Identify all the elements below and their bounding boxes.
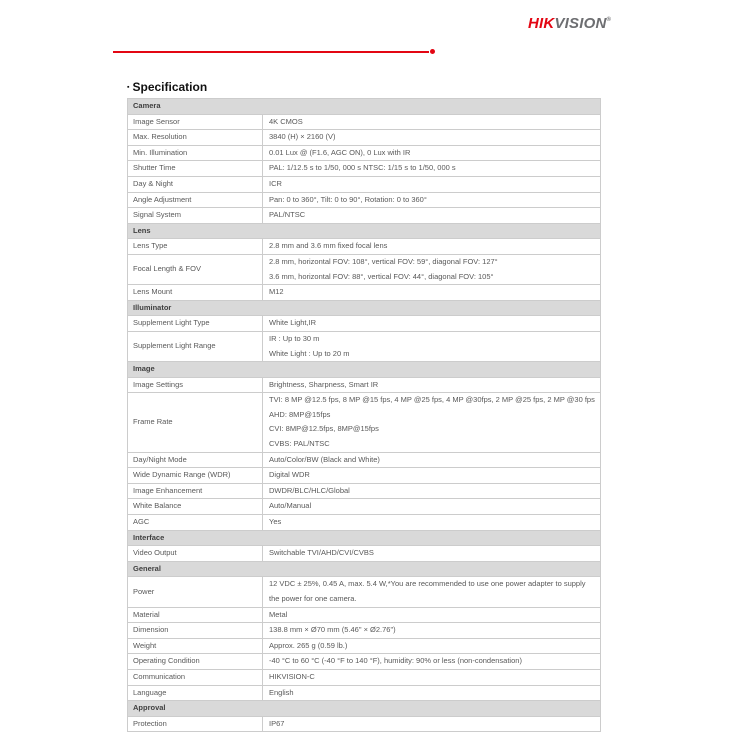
spec-row: [128, 331, 601, 361]
spec-row: [128, 669, 601, 685]
spec-value-line: 3840 (H) × 2160 (V): [269, 132, 336, 142]
spec-value-line: -40 °C to 60 °C (-40 °F to 140 °F), humidity: 90% or less (non-condensation): [269, 656, 522, 666]
spec-label: Dimension: [128, 623, 263, 639]
spec-value-line: Auto/Manual: [269, 501, 312, 511]
spec-row: [128, 685, 601, 701]
spec-label: Supplement Light Range: [128, 331, 263, 361]
spec-value: [263, 331, 601, 361]
spec-sheet-content: [127, 80, 600, 732]
spec-label: Video Output: [128, 546, 263, 562]
spec-label: Language: [128, 685, 263, 701]
spec-value-line: IP67: [269, 718, 285, 728]
spec-value-line: 0.01 Lux @ (F1.6, AGC ON), 0 Lux with IR: [269, 147, 411, 157]
spec-row: [128, 377, 601, 393]
spec-row: [128, 638, 601, 654]
spec-value: [263, 623, 601, 639]
spec-row: [128, 208, 601, 224]
section-header-general: [128, 561, 601, 577]
spec-row: [128, 577, 601, 607]
spec-value: [263, 577, 601, 607]
spec-row: [128, 161, 601, 177]
spec-label: Wide Dynamic Range (WDR): [128, 468, 263, 484]
section-title: General: [128, 561, 601, 577]
spec-value: [263, 669, 601, 685]
hikvision-logo: [528, 15, 611, 32]
spec-value-line: AHD: 8MP@15fps: [269, 409, 331, 419]
spec-value: [263, 114, 601, 130]
spec-row: [128, 483, 601, 499]
spec-value: [263, 130, 601, 146]
spec-value: [263, 285, 601, 301]
page-title: [127, 80, 600, 95]
specification-table: [127, 98, 601, 732]
spec-label: Frame Rate: [128, 393, 263, 452]
spec-label: Signal System: [128, 208, 263, 224]
spec-row: [128, 546, 601, 562]
spec-label: Lens Mount: [128, 285, 263, 301]
section-title: Interface: [128, 530, 601, 546]
registered-mark: ®: [606, 17, 612, 23]
section-title: Approval: [128, 701, 601, 717]
spec-label: Image Sensor: [128, 114, 263, 130]
spec-value: [263, 452, 601, 468]
spec-value-line: 2.8 mm and 3.6 mm fixed focal lens: [269, 241, 388, 251]
spec-row: [128, 623, 601, 639]
spec-value: [263, 483, 601, 499]
spec-label: Lens Type: [128, 239, 263, 255]
spec-row: [128, 285, 601, 301]
spec-row: [128, 468, 601, 484]
spec-row: [128, 130, 601, 146]
spec-row: [128, 607, 601, 623]
spec-label: Min. Illumination: [128, 145, 263, 161]
spec-value: [263, 176, 601, 192]
spec-value-line: Yes: [269, 517, 282, 527]
section-header-image: [128, 362, 601, 378]
spec-value: [263, 499, 601, 515]
spec-value: [263, 716, 601, 732]
spec-value-line: Digital WDR: [269, 470, 310, 480]
spec-row: [128, 515, 601, 531]
spec-label: AGC: [128, 515, 263, 531]
spec-row: [128, 452, 601, 468]
spec-row: [128, 192, 601, 208]
spec-value-line: 2.8 mm, horizontal FOV: 108°, vertical FOV: 59°, diagonal FOV: 127°: [269, 256, 498, 266]
spec-value: [263, 208, 601, 224]
spec-value-line: IR : Up to 30 m: [269, 333, 320, 343]
spec-label: White Balance: [128, 499, 263, 515]
section-title: Image: [128, 362, 601, 378]
spec-label: Shutter Time: [128, 161, 263, 177]
spec-label: Power: [128, 577, 263, 607]
spec-value-line: CVI: 8MP@12.5fps, 8MP@15fps: [269, 424, 379, 434]
spec-label: Image Enhancement: [128, 483, 263, 499]
spec-value: [263, 685, 601, 701]
spec-value-line: M12: [269, 287, 284, 297]
spec-label: Angle Adjustment: [128, 192, 263, 208]
spec-value-line: 138.8 mm × Ø70 mm (5.46" × Ø2.76"): [269, 625, 396, 635]
spec-label: Operating Condition: [128, 654, 263, 670]
spec-value-line: CVBS: PAL/NTSC: [269, 439, 330, 449]
spec-value-line: ICR: [269, 178, 282, 188]
spec-value: [263, 254, 601, 284]
spec-value-line: 4K CMOS: [269, 116, 303, 126]
spec-value-line: PAL: 1/12.5 s to 1/50, 000 s NTSC: 1/15 s to 1/50, 000 s: [269, 163, 456, 173]
section-title: Camera: [128, 99, 601, 115]
spec-value-line: English: [269, 687, 294, 697]
spec-value: [263, 316, 601, 332]
spec-value-line: White Light : Up to 20 m: [269, 348, 350, 358]
spec-value: [263, 393, 601, 452]
spec-value-line: PAL/NTSC: [269, 210, 306, 220]
logo-text-vision: VISION: [554, 15, 607, 32]
spec-row: [128, 499, 601, 515]
spec-value: [263, 145, 601, 161]
spec-value: [263, 192, 601, 208]
spec-value-line: Pan: 0 to 360°, Tilt: 0 to 90°, Rotation: 0 to 360°: [269, 194, 427, 204]
section-title: Illuminator: [128, 300, 601, 316]
red-divider-dot: [430, 49, 435, 54]
spec-value-line: White Light,IR: [269, 318, 317, 328]
spec-row: [128, 316, 601, 332]
spec-value: [263, 515, 601, 531]
spec-row: [128, 239, 601, 255]
spec-value-line: 3.6 mm, horizontal FOV: 88°, vertical FOV: 44°, diagonal FOV: 105°: [269, 271, 494, 281]
spec-value: [263, 239, 601, 255]
page-title-text: Specification: [132, 80, 208, 94]
spec-value: [263, 468, 601, 484]
spec-value: [263, 654, 601, 670]
spec-value: [263, 607, 601, 623]
spec-value-line: Brightness, Sharpness, Smart IR: [269, 379, 379, 389]
spec-label: Focal Length & FOV: [128, 254, 263, 284]
section-header-camera: [128, 99, 601, 115]
spec-label: Protection: [128, 716, 263, 732]
spec-row: [128, 145, 601, 161]
spec-row: [128, 393, 601, 452]
spec-value-line: TVI: 8 MP @12.5 fps, 8 MP @15 fps, 4 MP @25 fps, 4 MP @30fps, 2 MP @25 fps, 2 MP @30 fps: [269, 395, 595, 405]
section-header-lens: [128, 223, 601, 239]
spec-label: Material: [128, 607, 263, 623]
spec-value: [263, 161, 601, 177]
spec-label: Max. Resolution: [128, 130, 263, 146]
spec-value: [263, 377, 601, 393]
title-bullet-icon: ▪: [127, 84, 130, 91]
spec-label: Communication: [128, 669, 263, 685]
spec-row: [128, 254, 601, 284]
spec-value: [263, 638, 601, 654]
spec-label: Image Settings: [128, 377, 263, 393]
spec-value-line: Metal: [269, 609, 288, 619]
spec-label: Weight: [128, 638, 263, 654]
spec-row: [128, 654, 601, 670]
section-header-approval: [128, 701, 601, 717]
spec-row: [128, 176, 601, 192]
spec-value-line: Approx. 265 g (0.59 lb.): [269, 640, 348, 650]
spec-label: Day & Night: [128, 176, 263, 192]
section-header-illuminator: [128, 300, 601, 316]
spec-value-line: DWDR/BLC/HLC/Global: [269, 485, 350, 495]
spec-value-line: Auto/Color/BW (Black and White): [269, 454, 380, 464]
spec-value-line: Switchable TVI/AHD/CVI/CVBS: [269, 548, 374, 558]
logo-text-hik: HIK: [528, 15, 555, 32]
section-header-interface: [128, 530, 601, 546]
spec-row: [128, 114, 601, 130]
spec-label: Day/Night Mode: [128, 452, 263, 468]
red-divider-line: [113, 51, 429, 53]
spec-label: Supplement Light Type: [128, 316, 263, 332]
section-title: Lens: [128, 223, 601, 239]
spec-value-line: 12 VDC ± 25%, 0.45 A, max. 5.4 W,*You are recommended to use one power adapter to supply the power for one camera.: [269, 579, 586, 603]
spec-value-line: HIKVISION-C: [269, 671, 315, 681]
spec-value: [263, 546, 601, 562]
spec-row: [128, 716, 601, 732]
